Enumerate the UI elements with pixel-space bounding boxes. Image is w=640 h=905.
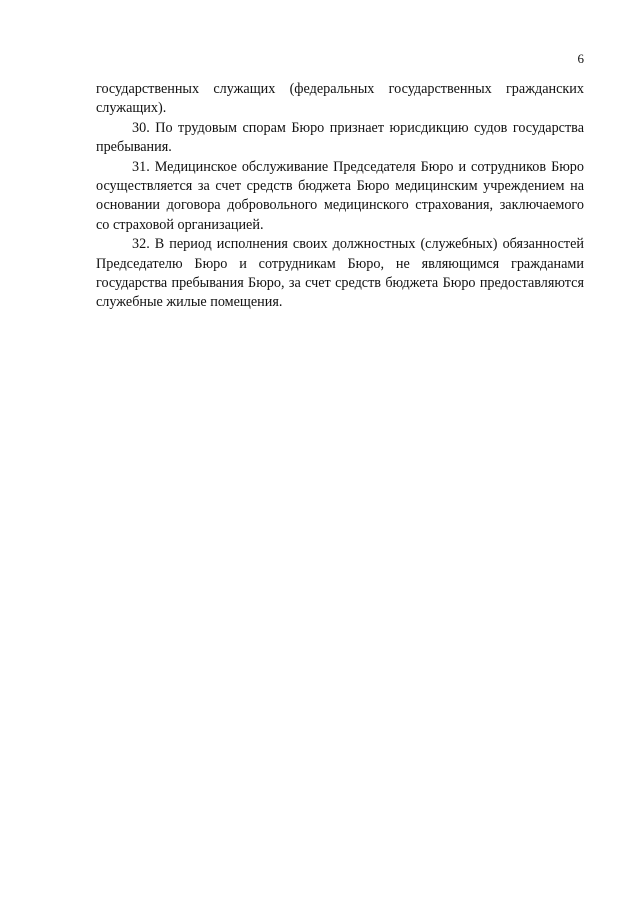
page-number: 6 — [577, 51, 584, 66]
paragraph-32: 32. В период исполнения своих должностных (служебных) обязанностей Председателю Бюро и сотрудникам Бюро, не являющимся гражданами государства пребывания Бюро, за счет средств бюджета Бюро предоставляются служебные жилые помещения. — [96, 236, 584, 311]
paragraph-30: 30. По трудовым спорам Бюро признает юрисдикцию судов государства пребывания. — [96, 119, 584, 156]
paragraph-31: 31. Медицинское обслуживание Председателя Бюро и сотрудников Бюро осуществляется за счет средств бюджета Бюро медицинским учреждением на основании договора добровольного медицинского страхования, заключаемого со страховой организацией. — [96, 158, 584, 233]
document-body — [96, 80, 584, 313]
paragraph-continuation: государственных служащих (федеральных государственных гражданских служащих). — [96, 81, 584, 117]
